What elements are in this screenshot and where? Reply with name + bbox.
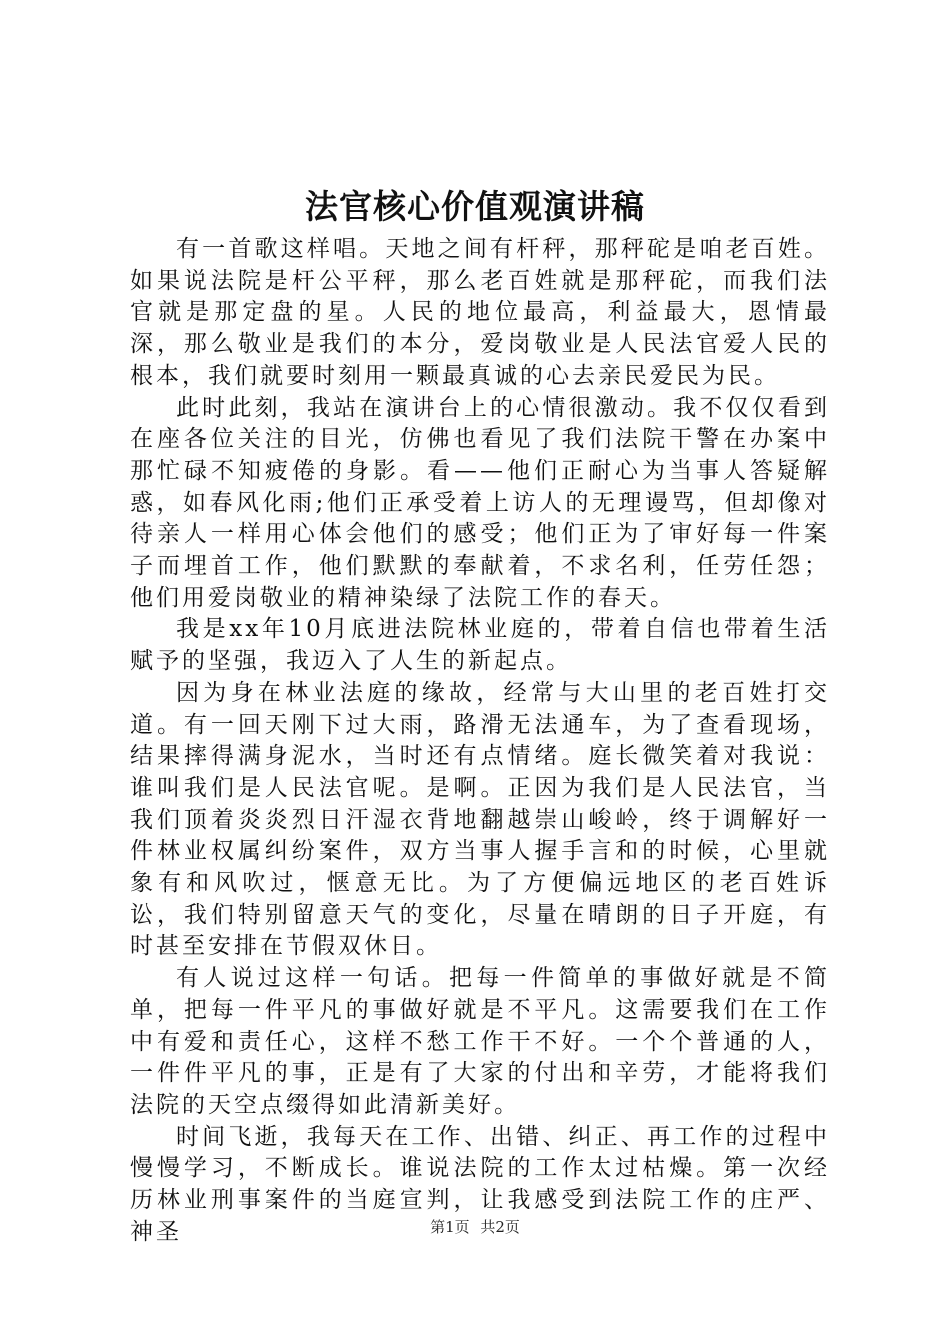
paragraph: 此时此刻，我站在演讲台上的心情很激动。我不仅仅看到在座各位关注的目光，仿佛也看见了我们法院干警在办案中那忙碌不知疲倦的身影。看——他们正耐心为当事人答疑解惑，如春风化雨;他们正承受着上访人的无理谩骂，但却像对待亲人一样用心体会他们的感受；他们正为了审好每一件案子而埋首工作，他们默默的奉献着，不求名利，任劳任怨；他们用爱岗敬业的精神染绿了法院工作的春天。 (130, 394, 830, 611)
paragraph: 有一首歌这样唱。天地之间有杆秤，那秤砣是咱老百姓。如果说法院是杆公平秤，那么老百姓就是那秤砣，而我们法官就是那定盘的星。人民的地位最高，利益最大，恩情最深，那么敬业是我们的本分，爱岗敬业是人民法官爱人民的根本，我们就要时刻用一颗最真诚的心去亲民爱民为民。 (130, 236, 830, 389)
document-title: 法官核心价值观演讲稿 (305, 187, 645, 226)
page-total: 共2页 (480, 1218, 520, 1236)
paragraph: 时间飞逝，我每天在工作、出错、纠正、再工作的过程中慢慢学习，不断成长。谁说法院的工作太过枯燥。第一次经历林业刑事案件的当庭宣判，让我感受到法院工作的庄严、神圣 (130, 1123, 830, 1245)
paragraph: 我是xx年10月底进法院林业庭的，带着自信也带着生活赋予的坚强，我迈入了人生的新起点。 (130, 616, 830, 675)
paragraph: 有人说过这样一句话。把每一件简单的事做好就是不简单，把每一件平凡的事做好就是不平凡。这需要我们在工作中有爱和责任心，这样不愁工作干不好。一个个普通的人，一件件平凡的事，正是有了大家的付出和辛劳，才能将我们法院的天空点缀得如此清新美好。 (130, 965, 830, 1118)
page-number: 第1页 (430, 1218, 470, 1236)
document-body (130, 234, 830, 1249)
page-footer (0, 1217, 950, 1237)
paragraph: 因为身在林业法庭的缘故，经常与大山里的老百姓打交道。有一回天刚下过大雨，路滑无法通车，为了查看现场，结果摔得满身泥水，当时还有点情绪。庭长微笑着对我说：谁叫我们是人民法官呢。是啊。正因为我们是人民法官，当我们顶着炎炎烈日汗湿衣背地翻越崇山峻岭，终于调解好一件林业权属纠纷案件，双方当事人握手言和的时候，心里就象有和风吹过，惬意无比。为了方便偏远地区的老百姓诉讼，我们特别留意天气的变化，尽量在晴朗的日子开庭，有时甚至安排在节假双休日。 (130, 679, 830, 960)
